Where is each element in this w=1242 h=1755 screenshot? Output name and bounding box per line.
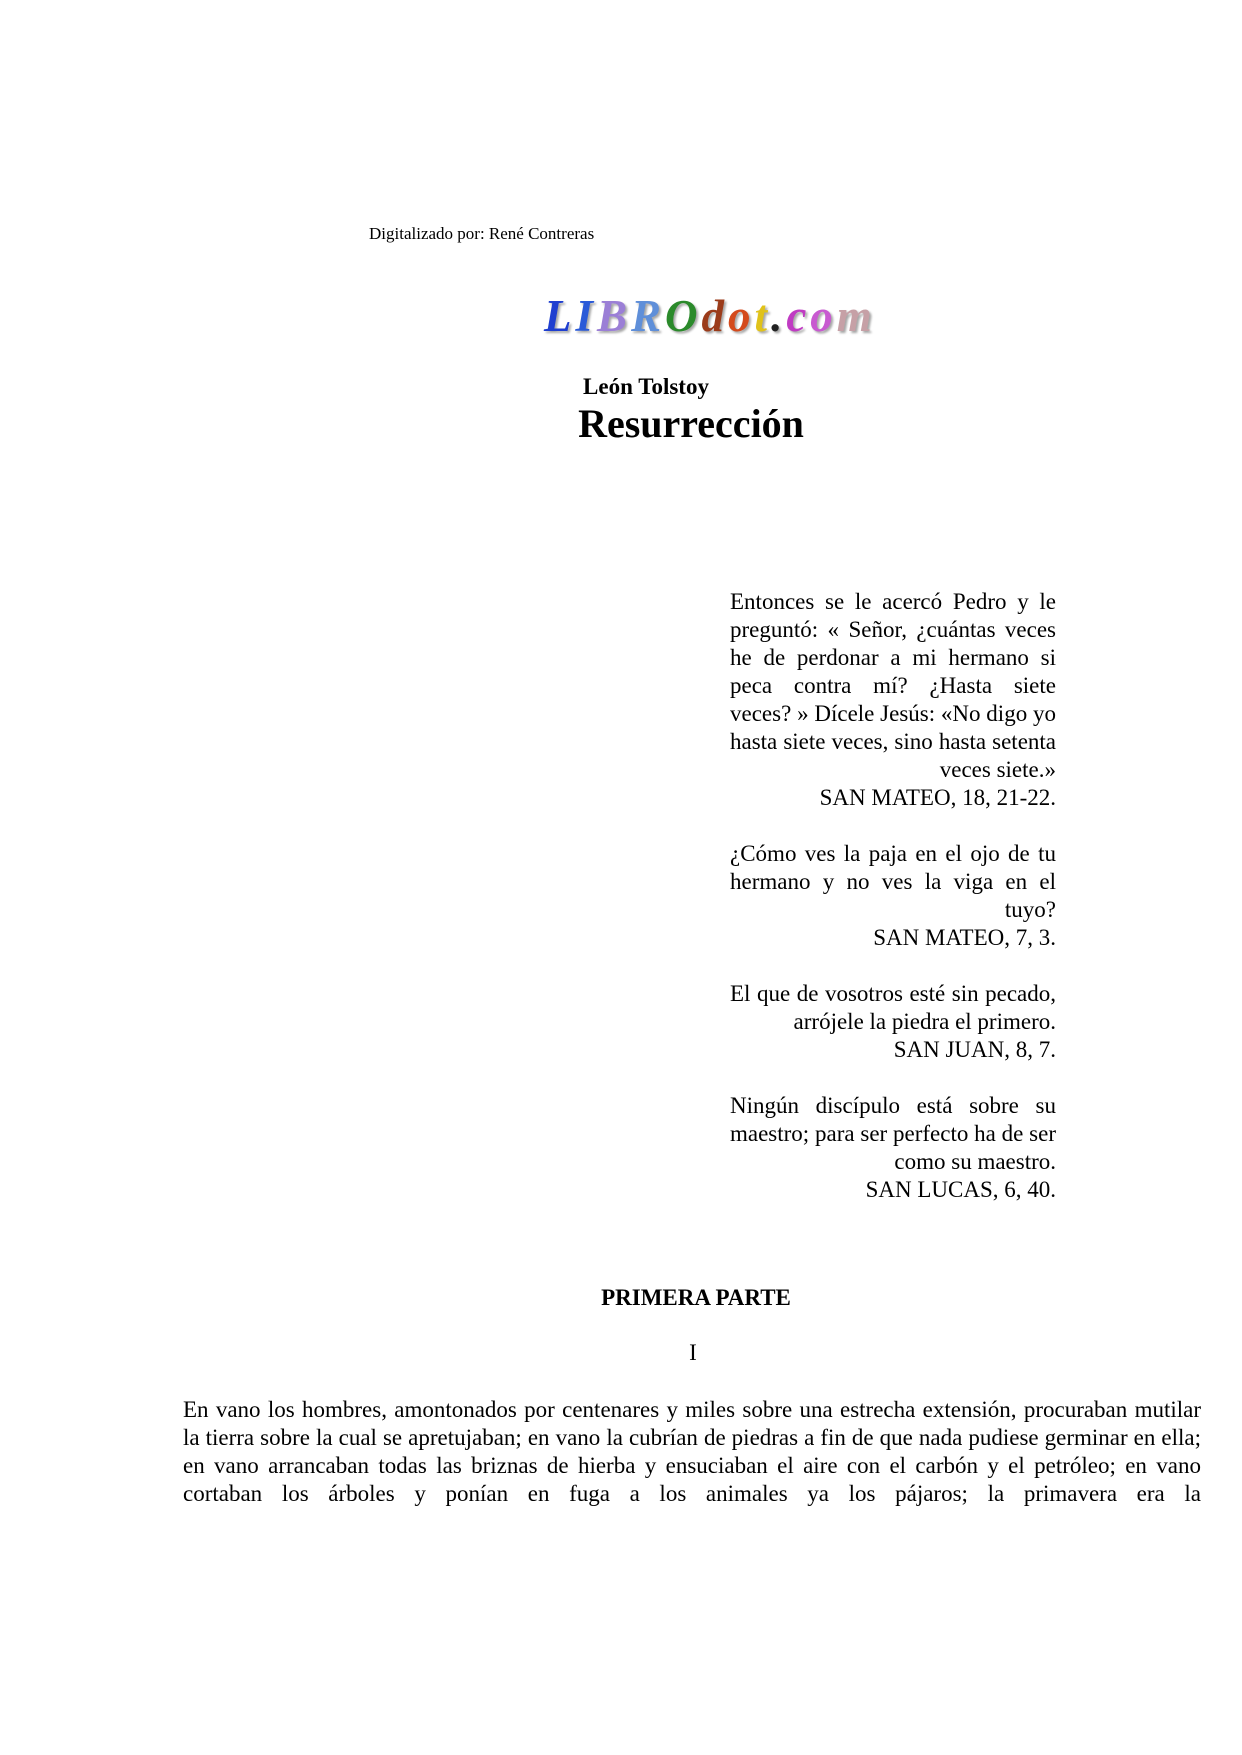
epigraph-text: Ningún discípulo está sobre su maestro; para ser perfecto ha de ser como su maestro.: [730, 1093, 1056, 1174]
logo-letter: o: [810, 291, 835, 341]
chapter-number: I: [689, 1340, 697, 1365]
epigraph-source: SAN LUCAS, 6, 40.: [865, 1177, 1056, 1202]
digitalization-credit: Digitalizado por: René Contreras: [369, 224, 595, 243]
epigraph-source: SAN MATEO, 18, 21-22.: [819, 785, 1056, 810]
logo-letter: R: [631, 291, 664, 341]
librodot-logo: [544, 290, 876, 342]
book-title: Resurrección: [578, 401, 804, 446]
logo-letter: B: [597, 291, 630, 341]
epigraph-text: Entonces se le acercó Pedro y le preguntó: « Señor, ¿cuántas veces he de perdonar a mi hermano si peca contra mí? ¿Hasta siete veces? » Dícele Jesús: «No digo yo hasta siete veces, sino hasta setenta veces siete.»: [730, 589, 1056, 782]
logo-letter: c: [786, 291, 809, 341]
epigraph-source: SAN JUAN, 8, 7.: [893, 1037, 1056, 1062]
logo-letter: L: [544, 291, 574, 341]
epigraph: [730, 588, 1056, 812]
logo-letter: I: [575, 291, 596, 341]
epigraphs: [730, 588, 1056, 1232]
logo-letter: d: [701, 291, 727, 341]
logo-letter: o: [728, 291, 753, 341]
logo-letter: .: [771, 291, 785, 341]
logo-letter: m: [836, 291, 874, 341]
epigraph-text: ¿Cómo ves la paja en el ojo de tu hermano y no ves la viga en el tuyo?: [730, 841, 1056, 922]
epigraph: [730, 1092, 1056, 1204]
logo-letter: t: [754, 291, 770, 341]
epigraph-text: El que de vosotros esté sin pecado, arrójele la piedra el primero.: [730, 981, 1056, 1034]
epigraph: [730, 980, 1056, 1064]
body-paragraph: En vano los hombres, amontonados por centenares y miles sobre una estrecha extensión, procuraban mutilar la tierra sobre la cual se apretujaban; en vano la cubrían de piedras a fin de que nada pudiese germinar en ella; en vano arrancaban todas las briznas de hierba y ensuciaban el aire con el carbón y el petróleo; en vano cortaban los árboles y ponían en fuga a los animales ya los pájaros; la primavera era la: [183, 1397, 1201, 1506]
logo-letter: O: [665, 291, 700, 341]
epigraph-source: SAN MATEO, 7, 3.: [873, 925, 1056, 950]
author-name: León Tolstoy: [583, 374, 709, 399]
part-heading: PRIMERA PARTE: [601, 1285, 791, 1310]
epigraph: [730, 840, 1056, 952]
